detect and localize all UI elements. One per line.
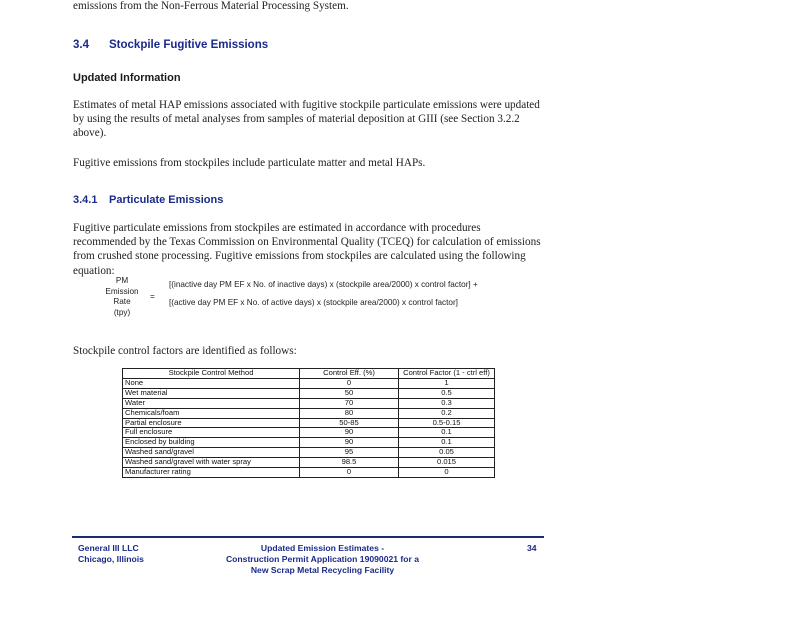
table-cell-method: Washed sand/gravel [123, 448, 300, 458]
footer-title-line: New Scrap Metal Recycling Facility [250, 565, 395, 575]
table-cell-method: Enclosed by building [123, 438, 300, 448]
table-cell-factor: 0.015 [399, 458, 495, 468]
top-fragment: emissions from the Non-Ferrous Material Processing System. [73, 0, 349, 12]
table-cell-efficiency: 0 [300, 468, 399, 478]
paragraph-tceq: Fugitive particulate emissions from stockpiles are estimated in accordance with procedures recommended by the Texas Commission on Environmental Quality (TCEQ) for calculation of emissions from crushed stone processing. Fugitive emissions from stockpiles are calculated using the following equation: [73, 222, 541, 277]
table-row [123, 378, 495, 388]
table-row [123, 438, 495, 448]
table-cell-efficiency: 70 [300, 398, 399, 408]
table-cell-method: Manufacturer rating [123, 468, 300, 478]
footer-title [200, 543, 445, 576]
table-cell-efficiency: 98.5 [300, 458, 399, 468]
table-cell-method: Partial enclosure [123, 418, 300, 428]
section-number: 3.4 [73, 39, 89, 51]
table-cell-factor: 0 [399, 468, 495, 478]
equation-lhs [100, 276, 144, 318]
updated-heading: Updated Information [73, 72, 181, 84]
table-cell-factor: 0.3 [399, 398, 495, 408]
table-cell-factor: 0.2 [399, 408, 495, 418]
table-header-method: Stockpile Control Method [123, 369, 300, 379]
equation-lhs-line: PM [115, 276, 129, 285]
table-cell-factor: 0.5 [399, 388, 495, 398]
subsection-title: Particulate Emissions [109, 194, 224, 206]
footer-left [78, 543, 144, 565]
table-cell-method: None [123, 378, 300, 388]
table-header-efficiency: Control Eff. (%) [300, 369, 399, 379]
equation-lhs-line: Emission [105, 286, 139, 296]
table-cell-factor: 0.1 [399, 438, 495, 448]
equation-line-1: [(inactive day PM EF x No. of inactive days) x (stockpile area/2000) x control factor] + [169, 280, 478, 289]
table-cell-method: Water [123, 398, 300, 408]
table-cell-factor: 0.05 [399, 448, 495, 458]
footer-title-line: Updated Emission Estimates - [260, 543, 385, 553]
table-cell-efficiency: 50-85 [300, 418, 399, 428]
control-factor-table [122, 368, 495, 478]
table-cell-method: Wet material [123, 388, 300, 398]
table-cell-factor: 0.5-0.15 [399, 418, 495, 428]
table-row [123, 468, 495, 478]
equation-line-2: [(active day PM EF x No. of active days) x (stockpile area/2000) x control factor] [169, 298, 458, 307]
paragraph-metal-hap: Estimates of metal HAP emissions associated with fugitive stockpile particulate emissions were updated by using the results of metal analyses from samples of material deposition at GIII (see Section 3.2.2 above). [73, 99, 540, 140]
footer-rule [72, 536, 544, 538]
table-header-factor: Control Factor (1 - ctrl eff) [399, 369, 495, 379]
footer-location: Chicago, Illinois [78, 554, 144, 564]
table-row [123, 448, 495, 458]
table-row [123, 388, 495, 398]
table-cell-efficiency: 80 [300, 408, 399, 418]
subsection-number: 3.4.1 [73, 194, 98, 206]
table-cell-factor: 0.1 [399, 428, 495, 438]
table-cell-efficiency: 0 [300, 378, 399, 388]
table-cell-method: Full enclosure [123, 428, 300, 438]
table-cell-efficiency: 50 [300, 388, 399, 398]
footer-company: General III LLC [78, 543, 139, 553]
table-cell-method: Chemicals/foam [123, 408, 300, 418]
table-row [123, 458, 495, 468]
table-cell-efficiency: 90 [300, 428, 399, 438]
table-header-row [123, 369, 495, 379]
table-row [123, 398, 495, 408]
table-cell-efficiency: 95 [300, 448, 399, 458]
table-cell-factor: 1 [399, 378, 495, 388]
table-cell-efficiency: 90 [300, 438, 399, 448]
equation-equals: = [150, 292, 155, 301]
table-row [123, 428, 495, 438]
table-cell-method: Washed sand/gravel with water spray [123, 458, 300, 468]
section-title: Stockpile Fugitive Emissions [109, 39, 269, 51]
table-row [123, 408, 495, 418]
paragraph-control-factors: Stockpile control factors are identified as follows: [73, 345, 297, 357]
paragraph-fugitive: Fugitive emissions from stockpiles include particulate matter and metal HAPs. [73, 157, 426, 169]
equation-lhs-line: (tpy) [113, 307, 131, 317]
equation-lhs-line: Rate [113, 297, 131, 306]
page-number: 34 [527, 543, 537, 553]
footer-title-line: Construction Permit Application 19090021 for a [225, 554, 420, 564]
table-row [123, 418, 495, 428]
